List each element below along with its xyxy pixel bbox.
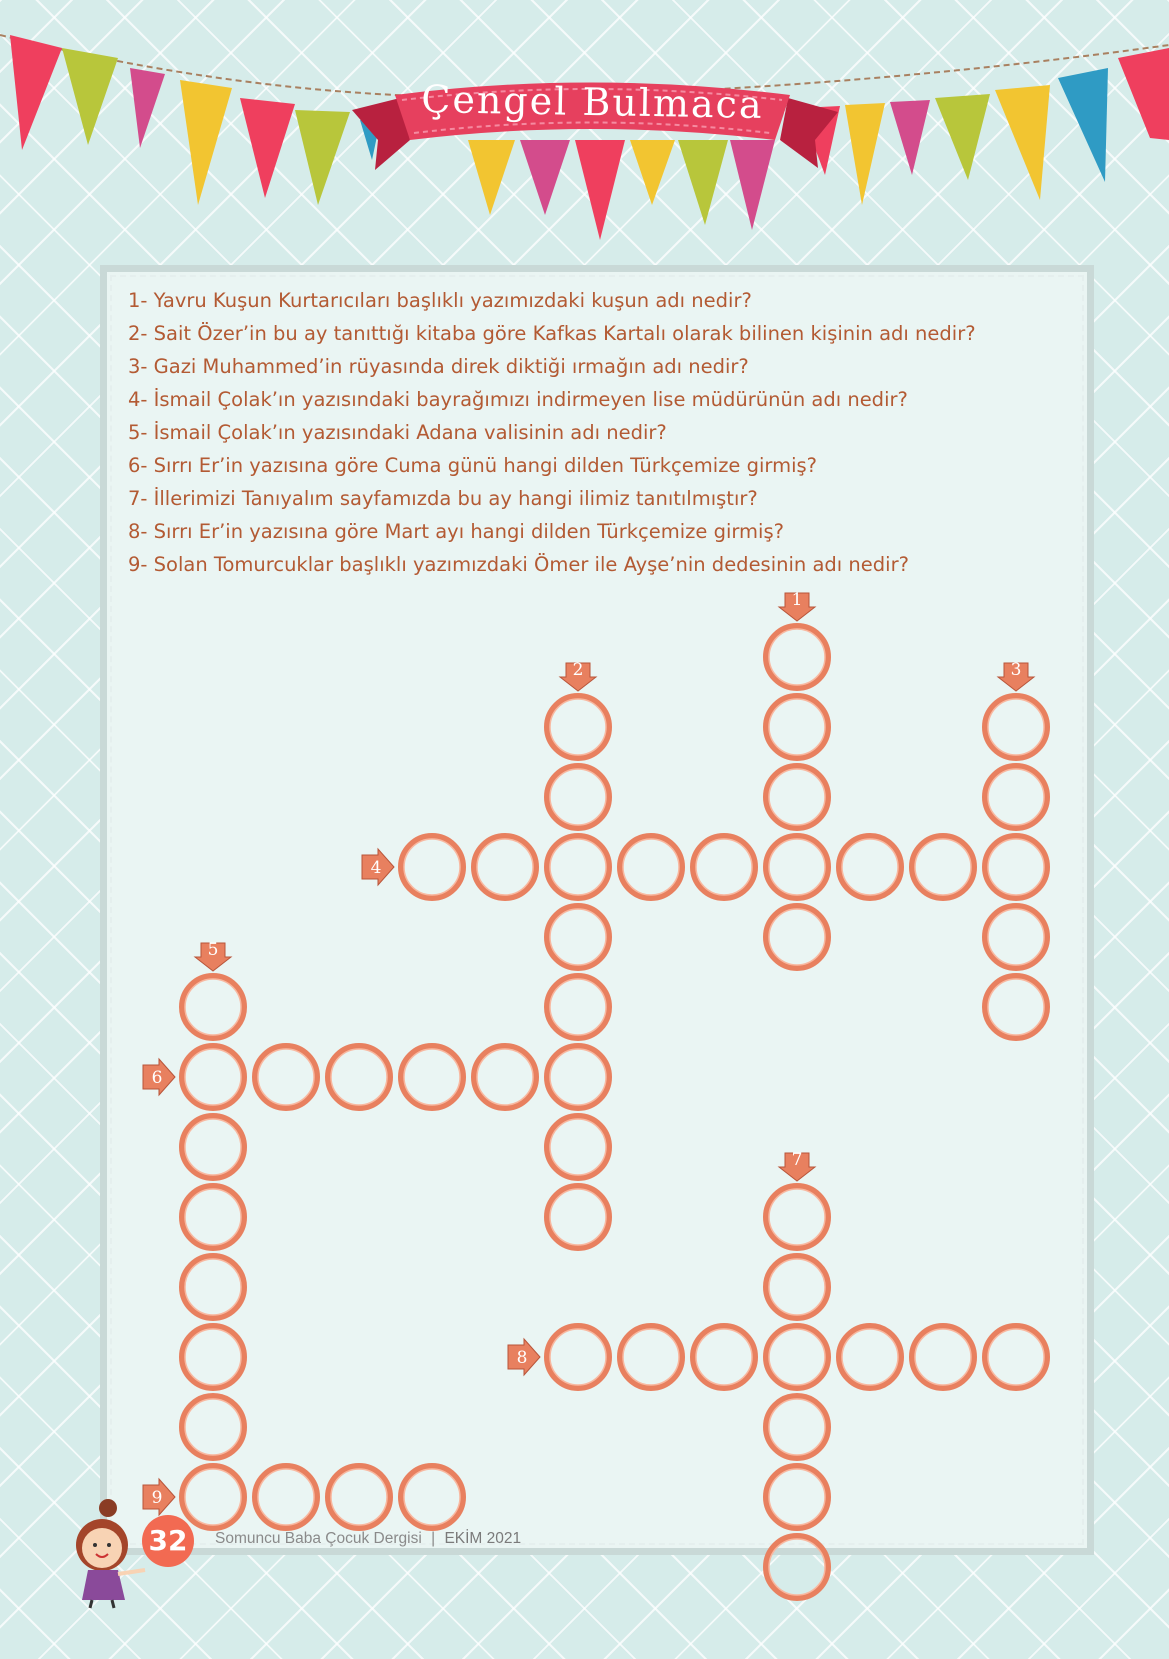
crossword-cell[interactable] — [547, 836, 609, 898]
question-4: 4- İsmail Çolak’ın yazısındaki bayrağımızı indirmeyen lise müdürünün adı nedir? — [128, 388, 908, 411]
crossword-cell-highlight — [550, 979, 606, 1035]
crossword-cell-highlight — [769, 909, 825, 965]
crossword-cell[interactable] — [547, 1116, 609, 1178]
crossword-cell-highlight — [477, 1049, 533, 1105]
crossword-cell-highlight — [404, 839, 460, 895]
crossword-cell-highlight — [769, 769, 825, 825]
crossword-cell[interactable] — [328, 1046, 390, 1108]
crossword-cell[interactable] — [766, 906, 828, 968]
crossword-cell[interactable] — [401, 1046, 463, 1108]
crossword-cell-highlight — [696, 1329, 752, 1385]
page-title: Çengel Bulmaca — [421, 77, 764, 127]
crossword-cell-highlight — [550, 1119, 606, 1175]
crossword-cell-highlight — [550, 1329, 606, 1385]
crossword-cell-highlight — [623, 839, 679, 895]
clue-2-arrow-icon — [560, 660, 596, 691]
clue-8-arrow-icon — [508, 1339, 540, 1375]
crossword-cell-highlight — [842, 839, 898, 895]
clue-7-number: 7 — [791, 1150, 803, 1170]
crossword-cell[interactable] — [182, 1396, 244, 1458]
crossword-cell[interactable] — [182, 1256, 244, 1318]
crossword-cell[interactable] — [766, 1466, 828, 1528]
crossword-cell-highlight — [185, 1329, 241, 1385]
crossword-cell-highlight — [550, 1049, 606, 1105]
crossword-cell[interactable] — [547, 906, 609, 968]
crossword-cell[interactable] — [912, 1326, 974, 1388]
question-1: 1- Yavru Kuşun Kurtarıcıları başlıklı yazımızdaki kuşun adı nedir? — [128, 289, 752, 312]
question-6: 6- Sırrı Er’in yazısına göre Cuma günü hangi dilden Türkçemize girmiş? — [128, 454, 818, 477]
footer-separator: | — [431, 1530, 436, 1547]
crossword-cell-highlight — [185, 979, 241, 1035]
clue-5-arrow-icon — [195, 940, 231, 971]
crossword-cell[interactable] — [182, 1116, 244, 1178]
crossword-cell-highlight — [696, 839, 752, 895]
footer — [60, 1490, 660, 1640]
crossword-cell[interactable] — [985, 836, 1047, 898]
crossword-cell-highlight — [769, 699, 825, 755]
crossword-cell[interactable] — [985, 766, 1047, 828]
clue-7-arrow-icon — [779, 1150, 815, 1181]
crossword-cell-highlight — [915, 839, 971, 895]
crossword-cell[interactable] — [766, 1186, 828, 1248]
crossword-cell[interactable] — [547, 1326, 609, 1388]
crossword-cell-highlight — [769, 1399, 825, 1455]
clue-3-arrow-icon — [998, 660, 1034, 691]
clue-6-number: 6 — [151, 1068, 163, 1088]
page-number: 32 — [142, 1515, 194, 1567]
clue-4-arrow-icon — [362, 849, 394, 885]
crossword-cell[interactable] — [620, 1326, 682, 1388]
crossword-cell-highlight — [185, 1399, 241, 1455]
crossword-cell[interactable] — [766, 696, 828, 758]
crossword-cell-highlight — [331, 1049, 387, 1105]
crossword-cell-highlight — [550, 699, 606, 755]
crossword-cell[interactable] — [839, 836, 901, 898]
crossword-cell-highlight — [988, 1329, 1044, 1385]
crossword-cell[interactable] — [693, 1326, 755, 1388]
crossword-cell[interactable] — [182, 1326, 244, 1388]
crossword-cell[interactable] — [766, 1326, 828, 1388]
crossword-cell-highlight — [185, 1189, 241, 1245]
clue-1-number: 1 — [791, 590, 803, 610]
crossword-cell-highlight — [988, 909, 1044, 965]
crossword-cell-highlight — [185, 1119, 241, 1175]
question-7: 7- İllerimizi Tanıyalım sayfamızda bu ay hangi ilimiz tanıtılmıştır? — [128, 487, 758, 510]
crossword-cell[interactable] — [766, 1256, 828, 1318]
clue-2-number: 2 — [572, 660, 584, 680]
crossword-cell[interactable] — [547, 766, 609, 828]
crossword-cell[interactable] — [547, 1046, 609, 1108]
question-3: 3- Gazi Muhammed’in rüyasında direk diktiği ırmağın adı nedir? — [128, 355, 749, 378]
crossword-cell[interactable] — [182, 976, 244, 1038]
crossword-cell-highlight — [550, 909, 606, 965]
crossword-cell[interactable] — [401, 836, 463, 898]
crossword-cell[interactable] — [985, 976, 1047, 1038]
crossword-cell-highlight — [623, 1329, 679, 1385]
crossword-cell-highlight — [769, 839, 825, 895]
crossword-cell-highlight — [988, 839, 1044, 895]
crossword-cell-highlight — [185, 1049, 241, 1105]
crossword-cell-highlight — [842, 1329, 898, 1385]
crossword-cell-highlight — [477, 839, 533, 895]
crossword-cell[interactable] — [912, 836, 974, 898]
crossword-cell-highlight — [550, 1189, 606, 1245]
crossword-cell[interactable] — [766, 1396, 828, 1458]
clue-4-number: 4 — [370, 858, 382, 878]
crossword-cell-highlight — [988, 699, 1044, 755]
crossword-cell[interactable] — [182, 1046, 244, 1108]
crossword-cell-highlight — [769, 1469, 825, 1525]
crossword-cell-highlight — [769, 1329, 825, 1385]
crossword-cell[interactable] — [547, 976, 609, 1038]
crossword-cell[interactable] — [985, 1326, 1047, 1388]
crossword-cell[interactable] — [474, 836, 536, 898]
crossword-cell[interactable] — [985, 696, 1047, 758]
question-8: 8- Sırrı Er’in yazısına göre Mart ayı hangi dilden Türkçemize girmiş? — [128, 520, 784, 543]
crossword-cell[interactable] — [766, 836, 828, 898]
magazine-name: Somuncu Baba Çocuk Dergisi — [215, 1530, 422, 1547]
crossword-cell-highlight — [988, 769, 1044, 825]
crossword-cell[interactable] — [766, 1536, 828, 1598]
clue-1-arrow-icon — [779, 590, 815, 621]
crossword-cell-highlight — [915, 1329, 971, 1385]
crossword-cell[interactable] — [547, 1186, 609, 1248]
crossword-cell-highlight — [550, 839, 606, 895]
crossword-cell-highlight — [185, 1259, 241, 1315]
crossword-cell[interactable] — [620, 836, 682, 898]
crossword-cell-highlight — [404, 1049, 460, 1105]
question-9: 9- Solan Tomurcuklar başlıklı yazımızdaki Ömer ile Ayşe’nin dedesinin adı nedir? — [128, 553, 909, 576]
clue-3-number: 3 — [1010, 660, 1022, 680]
clue-5-number: 5 — [207, 940, 219, 960]
crossword-cell-highlight — [550, 769, 606, 825]
crossword-cell-highlight — [769, 1539, 825, 1595]
crossword-cell[interactable] — [766, 766, 828, 828]
crossword-cell[interactable] — [547, 696, 609, 758]
crossword-cell[interactable] — [474, 1046, 536, 1108]
crossword-cell[interactable] — [766, 626, 828, 688]
crossword-cell-highlight — [769, 1189, 825, 1245]
issue-date: EKİM 2021 — [444, 1530, 522, 1547]
crossword-cell[interactable] — [182, 1186, 244, 1248]
crossword-cell[interactable] — [985, 906, 1047, 968]
crossword-cell[interactable] — [839, 1326, 901, 1388]
clue-9-number: 9 — [151, 1488, 163, 1508]
crossword-cell-highlight — [988, 979, 1044, 1035]
clue-6-arrow-icon — [143, 1059, 175, 1095]
crossword-cell-highlight — [769, 1259, 825, 1315]
crossword-cell[interactable] — [693, 836, 755, 898]
crossword-cell-highlight — [769, 629, 825, 685]
crossword-cell-highlight — [258, 1049, 314, 1105]
crossword-cell[interactable] — [255, 1046, 317, 1108]
clue-8-number: 8 — [516, 1348, 528, 1368]
question-2: 2- Sait Özer’in bu ay tanıttığı kitaba göre Kafkas Kartalı olarak bilinen kişinin adı nedir? — [128, 322, 976, 345]
girl-mascot-icon — [70, 1490, 150, 1610]
footer-caption — [215, 1530, 521, 1548]
question-5: 5- İsmail Çolak’ın yazısındaki Adana valisinin adı nedir? — [128, 421, 667, 444]
